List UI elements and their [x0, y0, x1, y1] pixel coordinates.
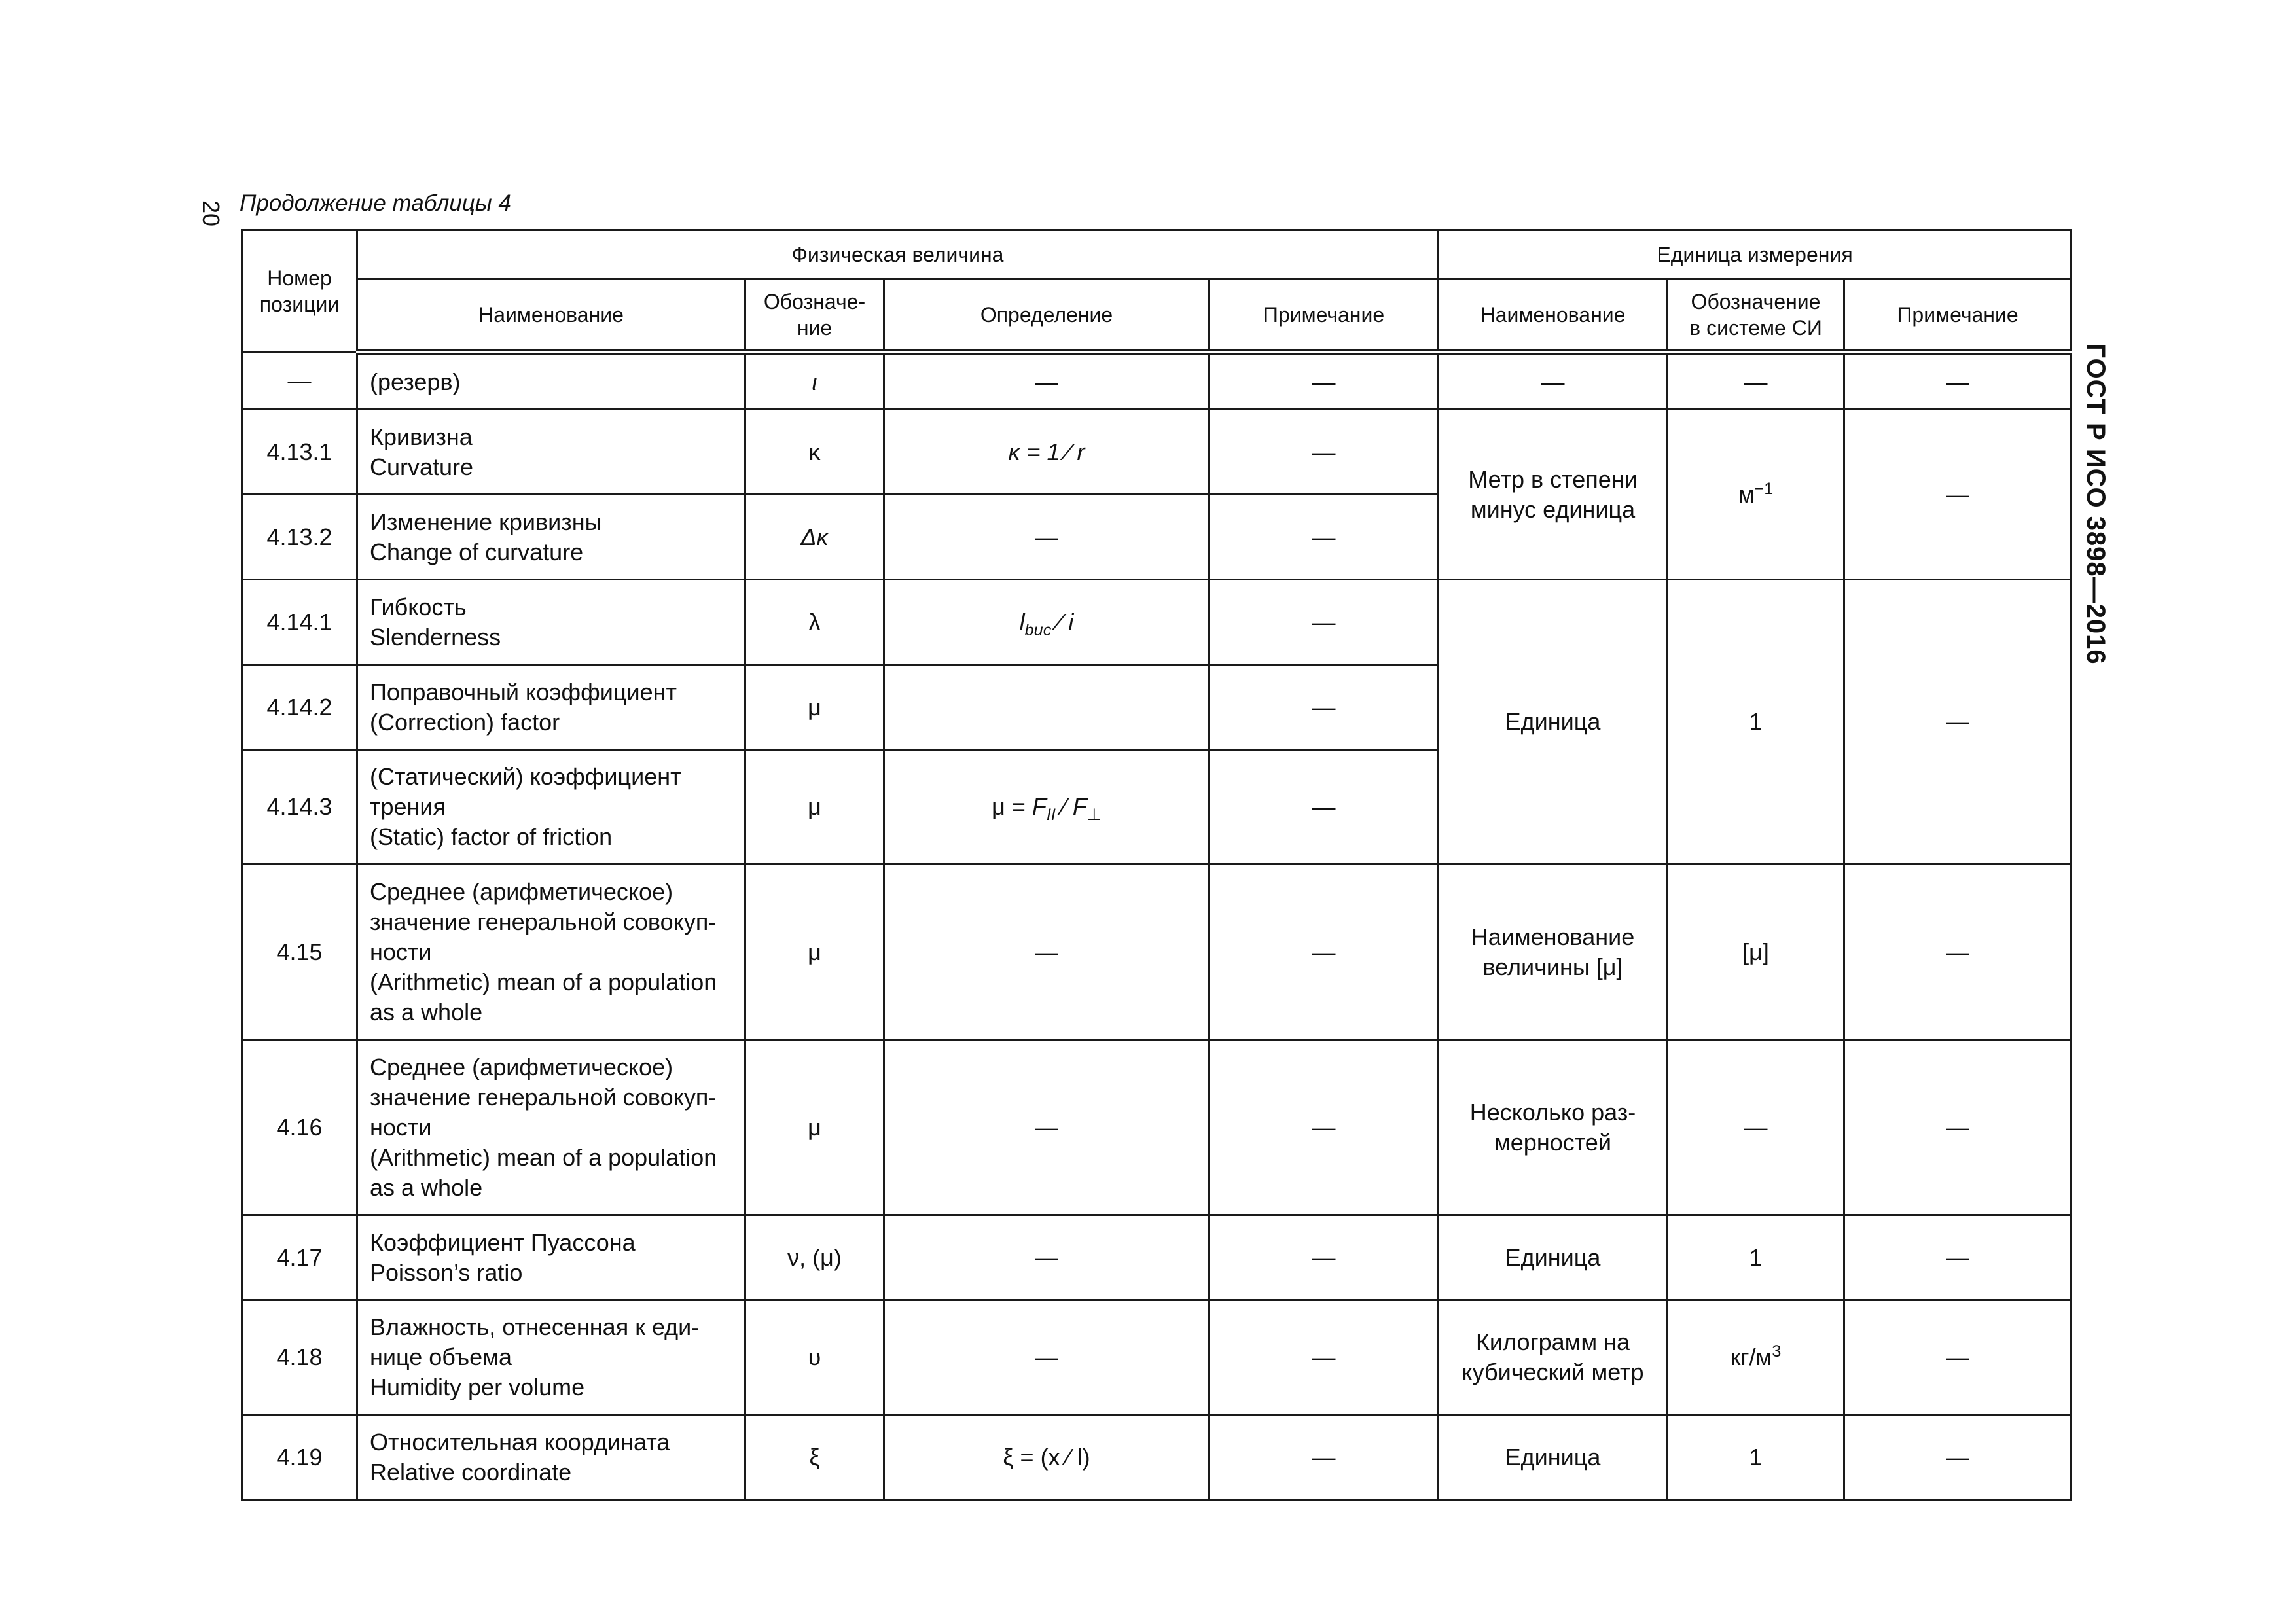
unit-symbol-base: м: [1738, 480, 1755, 508]
header-unit-name: Наименование: [1439, 279, 1668, 353]
table-caption: Продолжение таблицы 4: [240, 190, 511, 216]
position-number: 4.13.1: [242, 410, 357, 495]
unit-symbol-exponent: 3: [1772, 1342, 1782, 1361]
quantity-definition: —: [884, 1040, 1210, 1215]
quantity-note: —: [1210, 1415, 1439, 1500]
definition-prefix: μ =: [992, 793, 1032, 820]
unit-symbol-base: кг/м: [1730, 1344, 1772, 1370]
quantity-definition: —: [884, 495, 1210, 580]
quantity-note: —: [1210, 353, 1439, 410]
position-number: 4.14.3: [242, 750, 357, 865]
position-number: —: [242, 353, 357, 410]
quantity-definition: κ = 1 ⁄ r: [884, 410, 1210, 495]
quantity-name: Относительная координата Relative coordinate: [357, 1415, 745, 1500]
table-row: [242, 1300, 2072, 1415]
definition-slash: ⁄: [1055, 793, 1073, 820]
header-note: Примечание: [1210, 279, 1439, 353]
quantity-symbol: μ: [745, 665, 884, 750]
quantity-name: (резерв): [357, 353, 745, 410]
header-physical-quantity: Физическая величина: [357, 230, 1439, 279]
unit-name: Килограмм на кубический метр: [1439, 1300, 1668, 1415]
quantity-definition: —: [884, 1300, 1210, 1415]
unit-name: Единица: [1439, 1215, 1668, 1300]
quantity-symbol: υ: [745, 1300, 884, 1415]
unit-symbol: —: [1668, 1040, 1844, 1215]
quantity-definition: ξ = (x ⁄ l): [884, 1415, 1210, 1500]
unit-note: —: [1844, 410, 2072, 580]
table-row: [242, 1215, 2072, 1300]
quantity-note: —: [1210, 410, 1439, 495]
quantity-name: Влажность, отнесенная к еди- нице объема Humidity per volume: [357, 1300, 745, 1415]
unit-note: —: [1844, 580, 2072, 865]
unit-name: Единица: [1439, 1415, 1668, 1500]
position-number: 4.15: [242, 865, 357, 1040]
unit-note: —: [1844, 1040, 2072, 1215]
header-symbol: Обозначе- ние: [745, 279, 884, 353]
header-unit-note: Примечание: [1844, 279, 2072, 353]
unit-name: Несколько раз- мерностей: [1439, 1040, 1668, 1215]
quantity-definition: [884, 750, 1210, 865]
header-name: Наименование: [357, 279, 745, 353]
unit-symbol: —: [1668, 353, 1844, 410]
header-unit-of-measure: Единица измерения: [1439, 230, 2072, 279]
header-position-number: Номер позиции: [242, 230, 357, 353]
document-code: ГОСТ Р ИСО 3898—2016: [2081, 343, 2110, 665]
quantity-definition: —: [884, 353, 1210, 410]
unit-name: Наименование величины [μ]: [1439, 865, 1668, 1040]
definition-force-2: F: [1072, 793, 1087, 820]
definition-variable: l: [1019, 608, 1025, 635]
header-unit-symbol: Обозначение в системе СИ: [1668, 279, 1844, 353]
definition-subscript: buc: [1024, 620, 1052, 639]
unit-symbol-exponent: −1: [1754, 479, 1774, 498]
definition-force-1: F: [1031, 793, 1047, 820]
quantity-definition: [884, 580, 1210, 665]
table-row: [242, 1040, 2072, 1215]
quantity-definition: —: [884, 1215, 1210, 1300]
unit-symbol: [μ]: [1668, 865, 1844, 1040]
quantity-symbol: ι: [745, 353, 884, 410]
unit-symbol: 1: [1668, 580, 1844, 865]
table-row: [242, 353, 2072, 410]
quantity-definition: —: [884, 865, 1210, 1040]
unit-name: Единица: [1439, 580, 1668, 865]
position-number: 4.18: [242, 1300, 357, 1415]
table-row: [242, 865, 2072, 1040]
quantity-name: Среднее (арифметическое) значение генеральной совокуп- ности (Arithmetic) mean of a population as a whole: [357, 865, 745, 1040]
quantity-name: Кривизна Curvature: [357, 410, 745, 495]
quantity-symbol: μ: [745, 750, 884, 865]
quantity-name: Коэффициент Пуассона Poisson’s ratio: [357, 1215, 745, 1300]
position-number: 4.16: [242, 1040, 357, 1215]
unit-note: —: [1844, 865, 2072, 1040]
definition-subscript-1: II: [1046, 806, 1056, 825]
quantity-name: Изменение кривизны Change of curvature: [357, 495, 745, 580]
quantity-symbol: ξ: [745, 1415, 884, 1500]
quantity-name: Поправочный коэффициент (Correction) factor: [357, 665, 745, 750]
unit-note: —: [1844, 1415, 2072, 1500]
quantity-name: Среднее (арифметическое) значение генеральной совокуп- ности (Arithmetic) mean of a population as a whole: [357, 1040, 745, 1215]
quantity-note: —: [1210, 580, 1439, 665]
table-row: [242, 580, 2072, 665]
unit-symbol: [1668, 410, 1844, 580]
position-number: 4.14.1: [242, 580, 357, 665]
unit-note: —: [1844, 353, 2072, 410]
unit-note: —: [1844, 1215, 2072, 1300]
quantity-note: —: [1210, 665, 1439, 750]
quantity-symbol: μ: [745, 865, 884, 1040]
quantity-note: —: [1210, 865, 1439, 1040]
unit-name: Метр в степени минус единица: [1439, 410, 1668, 580]
unit-name: —: [1439, 353, 1668, 410]
quantity-symbol: ν, (μ): [745, 1215, 884, 1300]
quantity-symbol: Δκ: [745, 495, 884, 580]
quantity-definition: [884, 665, 1210, 750]
definition-subscript-2: ⊥: [1086, 806, 1102, 825]
header-definition: Определение: [884, 279, 1210, 353]
position-number: 4.17: [242, 1215, 357, 1300]
quantity-symbol: κ: [745, 410, 884, 495]
table-row: [242, 1415, 2072, 1500]
quantity-note: —: [1210, 1215, 1439, 1300]
quantity-note: —: [1210, 1040, 1439, 1215]
unit-symbol: 1: [1668, 1415, 1844, 1500]
table-row: [242, 410, 2072, 495]
quantities-table: [241, 229, 2072, 1501]
definition-tail: ⁄ i: [1051, 608, 1074, 635]
quantity-name: (Статический) коэффициент трения (Static) factor of friction: [357, 750, 745, 865]
quantity-name: Гибкость Slenderness: [357, 580, 745, 665]
position-number: 4.13.2: [242, 495, 357, 580]
page-number: 20: [198, 200, 224, 227]
unit-symbol: 1: [1668, 1215, 1844, 1300]
quantity-symbol: μ: [745, 1040, 884, 1215]
unit-note: —: [1844, 1300, 2072, 1415]
quantity-note: —: [1210, 495, 1439, 580]
quantity-note: —: [1210, 1300, 1439, 1415]
position-number: 4.19: [242, 1415, 357, 1500]
unit-symbol: [1668, 1300, 1844, 1415]
quantity-symbol: λ: [745, 580, 884, 665]
position-number: 4.14.2: [242, 665, 357, 750]
quantity-note: —: [1210, 750, 1439, 865]
